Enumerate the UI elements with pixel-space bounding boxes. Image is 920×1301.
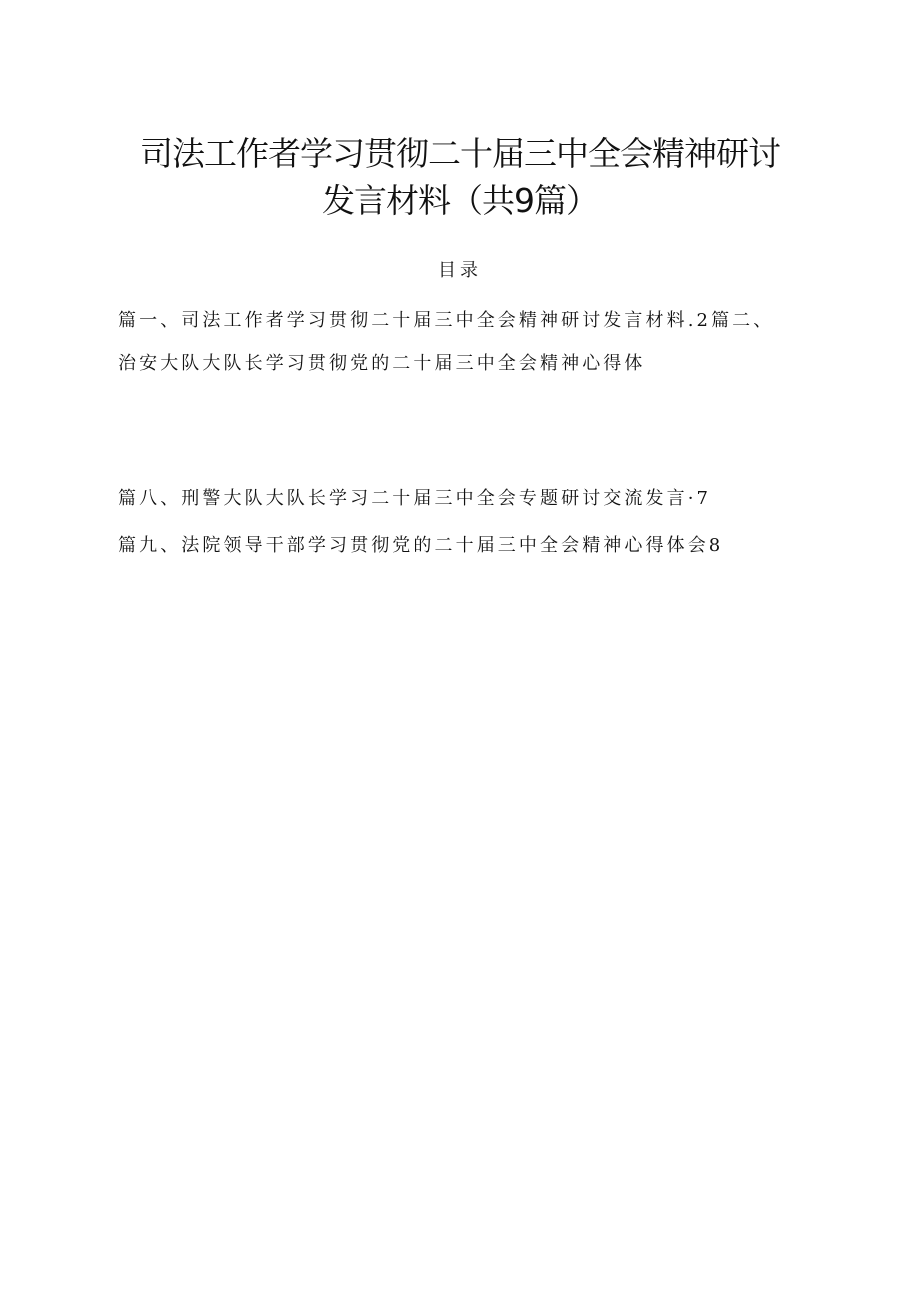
document-title-line-2: 发言材料（共9篇） (322, 181, 598, 220)
toc-entry-8[interactable]: 篇八、刑警大队大队长学习二十届三中全会专题研讨交流发言·7 (118, 488, 712, 509)
toc-entry-1[interactable]: 篇一、司法工作者学习贯彻二十届三中全会精神研讨发言材料.2篇二、 (118, 310, 775, 331)
toc-entry-2[interactable]: 治安大队大队长学习贯彻党的二十届三中全会精神心得体 (118, 353, 646, 374)
document-title-line-1: 司法工作者学习贯彻二十届三中全会精神研讨 (140, 134, 780, 173)
toc-entry-9[interactable]: 篇九、法院领导干部学习贯彻党的二十届三中全会精神心得体会8 (118, 535, 724, 556)
toc-heading: 目录 (438, 260, 482, 281)
